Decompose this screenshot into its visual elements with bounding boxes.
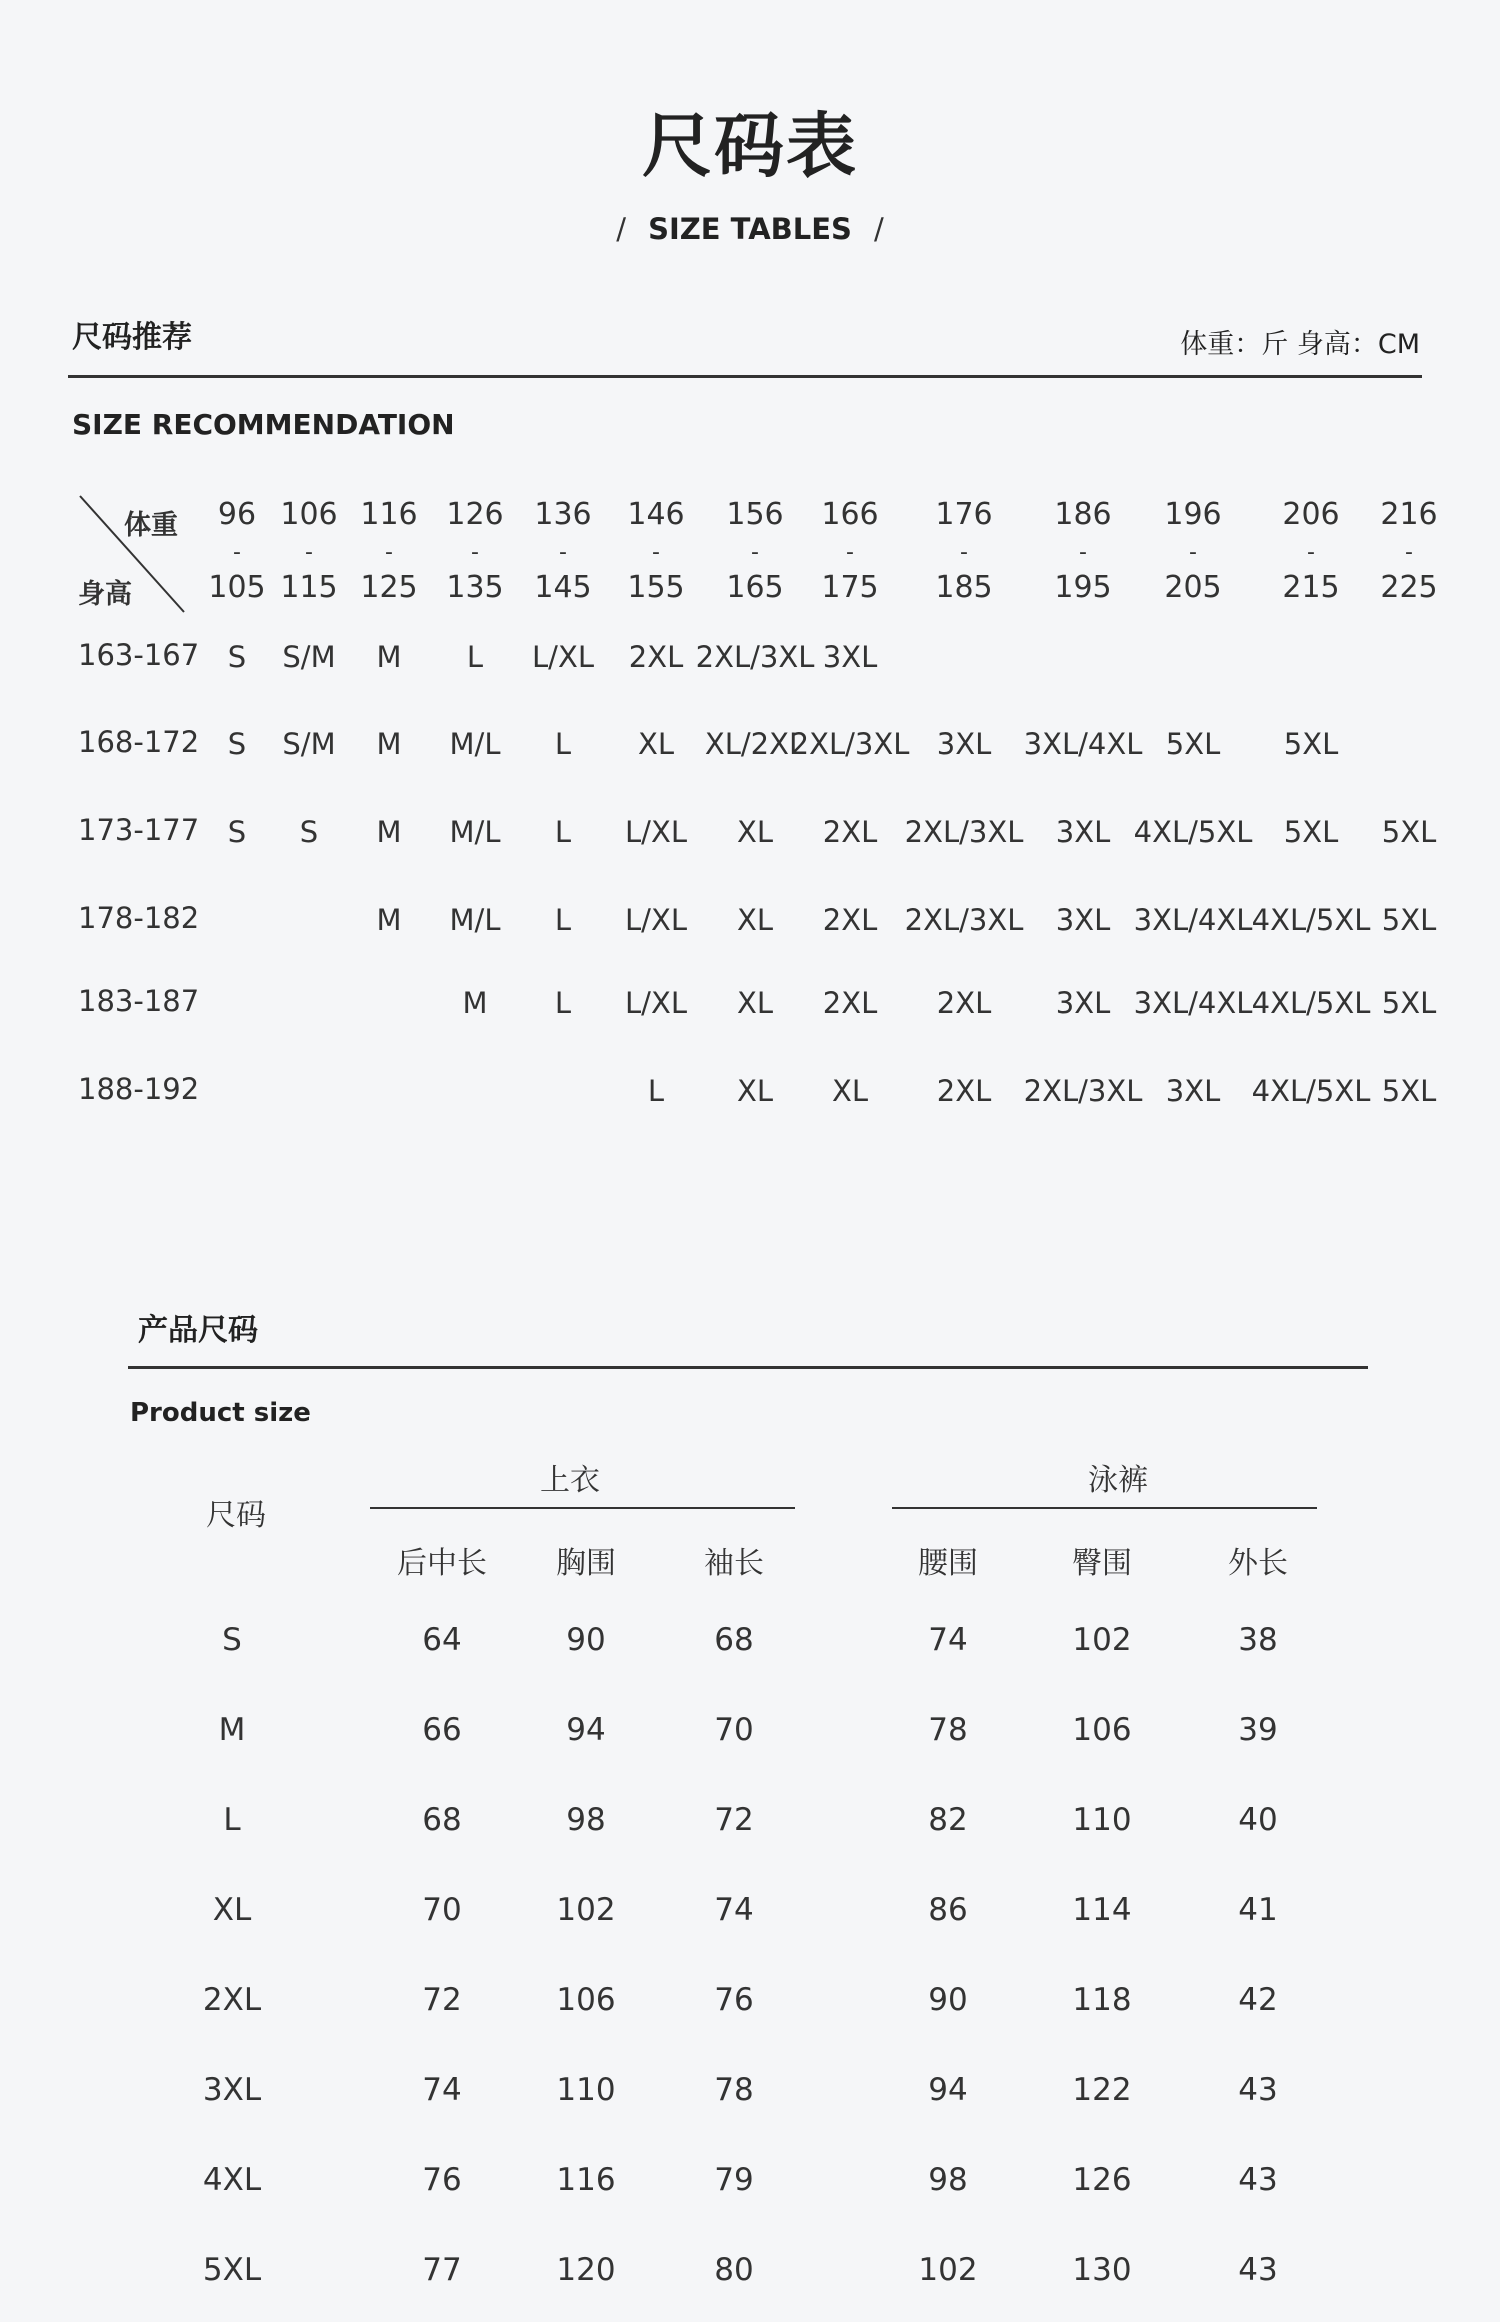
weight-range-low: 136: [534, 497, 592, 532]
product-size-label: 5XL: [202, 2252, 262, 2288]
product-divider: [128, 1366, 1368, 1369]
height-range-label: 188-192: [78, 1072, 200, 1106]
weight-range-dash: -: [846, 540, 854, 565]
product-column-header: 胸围: [556, 1546, 616, 1581]
product-measurement-cell: 68: [714, 1622, 754, 1658]
group-bottom-underline: [892, 1507, 1317, 1509]
product-measurement-cell: 70: [714, 1712, 754, 1748]
recommendation-divider: [68, 375, 1422, 378]
weight-range-dash: -: [1405, 540, 1413, 565]
recommended-size-cell: XL: [736, 903, 774, 937]
product-measurement-cell: 43: [1238, 2072, 1278, 2108]
product-column-header: 臀围: [1072, 1546, 1132, 1581]
recommended-size-cell: 3XL: [936, 727, 992, 761]
product-measurement-cell: 42: [1238, 1982, 1278, 2018]
product-measurement-cell: 102: [918, 2252, 978, 2288]
recommended-size-cell: M/L: [449, 727, 501, 761]
product-measurement-cell: 72: [422, 1982, 462, 2018]
recommended-size-cell: XL: [637, 727, 675, 761]
product-measurement-cell: 110: [1072, 1802, 1132, 1838]
corner-height-label: 身高: [78, 579, 132, 610]
recommended-size-cell: S/M: [282, 640, 336, 674]
weight-range-high: 185: [935, 570, 993, 605]
product-measurement-cell: 110: [556, 2072, 616, 2108]
weight-range-dash: -: [385, 540, 393, 565]
product-measurement-cell: 116: [556, 2162, 616, 2198]
weight-range-dash: -: [305, 540, 313, 565]
recommended-size-cell: L: [554, 986, 572, 1020]
height-range-label: 183-187: [78, 984, 200, 1018]
weight-range-high: 225: [1380, 570, 1438, 605]
recommended-size-cell: M: [376, 815, 402, 849]
product-measurement-cell: 90: [928, 1982, 968, 2018]
group-header-bottom: 泳裤: [1088, 1463, 1148, 1498]
product-measurement-cell: 102: [1072, 1622, 1132, 1658]
recommended-size-cell: L: [554, 903, 572, 937]
recommended-size-cell: M: [376, 727, 402, 761]
weight-range-low: 216: [1380, 497, 1438, 532]
weight-range-dash: -: [1079, 540, 1087, 565]
product-measurement-cell: 118: [1072, 1982, 1132, 2018]
weight-range-high: 165: [726, 570, 784, 605]
recommended-size-cell: XL/2XL: [704, 727, 806, 761]
weight-range-low: 156: [726, 497, 784, 532]
recommended-size-cell: 2XL: [628, 640, 684, 674]
product-measurement-cell: 40: [1238, 1802, 1278, 1838]
product-measurement-cell: 79: [714, 2162, 754, 2198]
height-range-label: 168-172: [78, 725, 200, 759]
product-measurement-cell: 74: [928, 1622, 968, 1658]
product-measurement-cell: 98: [566, 1802, 606, 1838]
recommended-size-cell: 3XL: [1165, 1074, 1221, 1108]
recommended-size-cell: 3XL/4XL: [1023, 727, 1143, 761]
recommended-size-cell: 3XL: [822, 640, 878, 674]
weight-range-dash: -: [1189, 540, 1197, 565]
recommended-size-cell: S/M: [282, 727, 336, 761]
weight-range-dash: -: [1307, 540, 1315, 565]
product-measurement-cell: 106: [556, 1982, 616, 2018]
recommended-size-cell: 5XL: [1381, 1074, 1437, 1108]
recommended-size-cell: 2XL/3XL: [904, 903, 1024, 937]
product-measurement-cell: 102: [556, 1892, 616, 1928]
product-size-label: 2XL: [202, 1982, 262, 2018]
weight-range-low: 166: [821, 497, 879, 532]
recommended-size-cell: M: [376, 640, 402, 674]
product-measurement-cell: 43: [1238, 2252, 1278, 2288]
product-size-label: M: [218, 1712, 246, 1748]
height-range-label: 178-182: [78, 901, 200, 935]
recommended-size-cell: XL: [736, 986, 774, 1020]
weight-range-high: 135: [446, 570, 504, 605]
weight-range-high: 125: [360, 570, 418, 605]
product-measurement-cell: 82: [928, 1802, 968, 1838]
recommended-size-cell: 2XL: [822, 986, 878, 1020]
recommended-size-cell: L/XL: [625, 903, 687, 937]
product-measurement-cell: 66: [422, 1712, 462, 1748]
recommended-size-cell: L/XL: [625, 815, 687, 849]
recommended-size-cell: 4XL/5XL: [1251, 1074, 1371, 1108]
product-measurement-cell: 41: [1238, 1892, 1278, 1928]
recommended-size-cell: 2XL/3XL: [1023, 1074, 1143, 1108]
recommended-size-cell: S: [227, 815, 247, 849]
unit-note: 体重：斤 身高：CM: [1180, 329, 1420, 360]
subtitle-slash-right: /: [873, 212, 884, 246]
recommended-size-cell: XL: [736, 815, 774, 849]
recommended-size-cell: M/L: [449, 903, 501, 937]
product-measurement-cell: 126: [1072, 2162, 1132, 2198]
recommended-size-cell: 2XL: [822, 815, 878, 849]
product-measurement-cell: 76: [422, 2162, 462, 2198]
recommended-size-cell: M/L: [449, 815, 501, 849]
weight-range-high: 105: [208, 570, 266, 605]
weight-range-high: 195: [1054, 570, 1112, 605]
recommended-size-cell: 4XL/5XL: [1251, 986, 1371, 1020]
product-subtitle: Product size: [130, 1398, 311, 1428]
recommended-size-cell: 5XL: [1283, 815, 1339, 849]
recommended-size-cell: L: [554, 727, 572, 761]
recommended-size-cell: 3XL/4XL: [1133, 903, 1253, 937]
weight-range-low: 106: [280, 497, 338, 532]
weight-range-dash: -: [559, 540, 567, 565]
subtitle-text: SIZE TABLES: [648, 212, 852, 246]
recommended-size-cell: 2XL: [936, 1074, 992, 1108]
product-column-header: 外长: [1228, 1546, 1288, 1581]
subtitle-slash-left: /: [616, 212, 627, 246]
recommended-size-cell: 3XL: [1055, 986, 1111, 1020]
recommended-size-cell: XL: [736, 1074, 774, 1108]
product-measurement-cell: 94: [566, 1712, 606, 1748]
recommended-size-cell: 4XL/5XL: [1133, 815, 1253, 849]
weight-range-dash: -: [751, 540, 759, 565]
recommended-size-cell: M: [376, 903, 402, 937]
product-column-header: 后中长: [397, 1546, 487, 1581]
product-column-header: 腰围: [918, 1546, 978, 1581]
product-column-header: 袖长: [704, 1546, 764, 1581]
product-measurement-cell: 72: [714, 1802, 754, 1838]
height-range-label: 173-177: [78, 813, 200, 847]
product-measurement-cell: 86: [928, 1892, 968, 1928]
weight-range-dash: -: [471, 540, 479, 565]
recommended-size-cell: 4XL/5XL: [1251, 903, 1371, 937]
product-measurement-cell: 98: [928, 2162, 968, 2198]
product-measurement-cell: 43: [1238, 2162, 1278, 2198]
product-size-label: 4XL: [202, 2162, 262, 2198]
recommended-size-cell: L/XL: [625, 986, 687, 1020]
recommended-size-cell: L: [554, 815, 572, 849]
product-measurement-cell: 68: [422, 1802, 462, 1838]
product-measurement-cell: 94: [928, 2072, 968, 2108]
recommended-size-cell: S: [299, 815, 319, 849]
weight-range-low: 116: [360, 497, 418, 532]
recommended-size-cell: 5XL: [1283, 727, 1339, 761]
product-title: 产品尺码: [138, 1313, 258, 1348]
group-header-top: 上衣: [540, 1463, 600, 1498]
weight-range-high: 145: [534, 570, 592, 605]
recommended-size-cell: 2XL/3XL: [790, 727, 910, 761]
recommended-size-cell: 5XL: [1381, 986, 1437, 1020]
product-measurement-cell: 38: [1238, 1622, 1278, 1658]
weight-range-high: 205: [1164, 570, 1222, 605]
weight-range-dash: -: [960, 540, 968, 565]
product-measurement-cell: 106: [1072, 1712, 1132, 1748]
product-size-label: L: [223, 1802, 241, 1838]
recommendation-subtitle: SIZE RECOMMENDATION: [72, 408, 455, 441]
recommended-size-cell: 5XL: [1165, 727, 1221, 761]
weight-range-high: 155: [627, 570, 685, 605]
weight-range-dash: -: [652, 540, 660, 565]
recommended-size-cell: S: [227, 640, 247, 674]
product-measurement-cell: 90: [566, 1622, 606, 1658]
product-size-label: S: [222, 1622, 242, 1658]
weight-range-low: 96: [217, 497, 257, 532]
product-size-label: 3XL: [202, 2072, 262, 2108]
product-measurement-cell: 39: [1238, 1712, 1278, 1748]
weight-range-low: 126: [446, 497, 504, 532]
weight-range-low: 186: [1054, 497, 1112, 532]
recommended-size-cell: 2XL/3XL: [695, 640, 815, 674]
weight-range-high: 115: [280, 570, 338, 605]
recommended-size-cell: 3XL: [1055, 815, 1111, 849]
size-column-header: 尺码: [206, 1498, 266, 1533]
page-title: 尺码表: [642, 105, 858, 187]
recommended-size-cell: 2XL: [936, 986, 992, 1020]
product-measurement-cell: 70: [422, 1892, 462, 1928]
recommended-size-cell: L/XL: [532, 640, 594, 674]
recommendation-title: 尺码推荐: [72, 320, 192, 355]
recommended-size-cell: 3XL: [1055, 903, 1111, 937]
product-measurement-cell: 64: [422, 1622, 462, 1658]
recommended-size-cell: 5XL: [1381, 903, 1437, 937]
weight-range-high: 215: [1282, 570, 1340, 605]
product-measurement-cell: 130: [1072, 2252, 1132, 2288]
recommended-size-cell: L: [647, 1074, 665, 1108]
product-measurement-cell: 74: [422, 2072, 462, 2108]
product-measurement-cell: 80: [714, 2252, 754, 2288]
product-measurement-cell: 114: [1072, 1892, 1132, 1928]
recommended-size-cell: 3XL/4XL: [1133, 986, 1253, 1020]
recommended-size-cell: 2XL: [822, 903, 878, 937]
product-measurement-cell: 120: [556, 2252, 616, 2288]
recommended-size-cell: XL: [831, 1074, 869, 1108]
recommended-size-cell: S: [227, 727, 247, 761]
product-size-label: XL: [212, 1892, 252, 1928]
weight-range-high: 175: [821, 570, 879, 605]
corner-weight-label: 体重: [124, 510, 178, 541]
product-measurement-cell: 77: [422, 2252, 462, 2288]
product-measurement-cell: 74: [714, 1892, 754, 1928]
recommended-size-cell: M: [462, 986, 488, 1020]
product-measurement-cell: 122: [1072, 2072, 1132, 2108]
weight-range-low: 206: [1282, 497, 1340, 532]
product-measurement-cell: 78: [928, 1712, 968, 1748]
product-measurement-cell: 78: [714, 2072, 754, 2108]
recommended-size-cell: 2XL/3XL: [904, 815, 1024, 849]
weight-range-low: 146: [627, 497, 685, 532]
recommended-size-cell: L: [466, 640, 484, 674]
weight-range-dash: -: [233, 540, 241, 565]
group-top-underline: [370, 1507, 795, 1509]
weight-range-low: 176: [935, 497, 993, 532]
product-measurement-cell: 76: [714, 1982, 754, 2018]
weight-range-low: 196: [1164, 497, 1222, 532]
page-subtitle: [594, 212, 905, 246]
recommended-size-cell: 5XL: [1381, 815, 1437, 849]
height-range-label: 163-167: [78, 638, 200, 672]
